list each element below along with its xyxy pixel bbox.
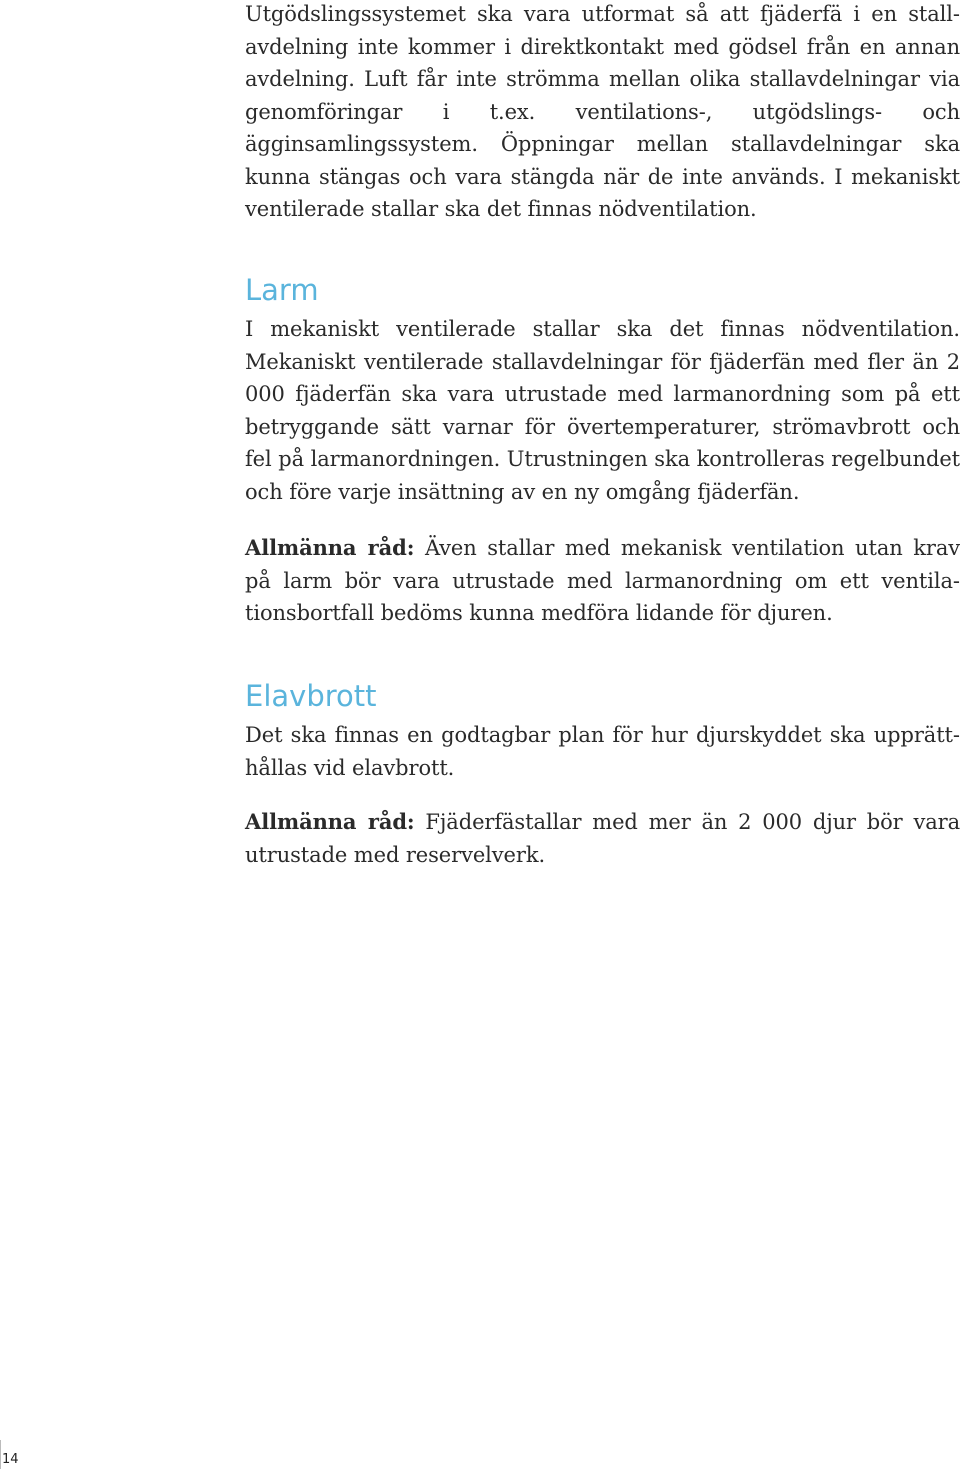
section-heading-larm: Larm — [245, 273, 319, 307]
advice-text: Fjäderfästallar med mer än 2 000 djur bör vara utrustade med reservelverk. — [245, 810, 960, 867]
elavbrott-advice-paragraph — [245, 806, 960, 871]
larm-advice-block — [245, 532, 960, 630]
larm-paragraph: I mekaniskt ventilerade stallar ska det finnas nödventilation. Mekaniskt ventilerade stallavdelningar för fjäderfän med fler än 2 000 fjäderfän ska vara utrustade med larmanordning som på ett betryggande sätt varnar för övertemperaturer, strömavbrott och fel på larmanordningen. Utrustningen ska kontrolleras regelbundet och före varje insättning av en ny omgång fjäderfän. — [245, 317, 960, 504]
intro-paragraph: Utgödslingssystemet ska vara utformat så att fjäderfä i en stallavdelning inte kommer i direktkontakt med gödsel från en annan avdelning. Luft får inte strömma mellan olika stallavdelningar via genomföringar i t.ex. ventilations-, utgödslings- och ägginsamlingssystem. Öppningar mellan stallavdelningar ska kunna stängas och vara stängda när de inte används. I mekaniskt ventilerade stallar ska det finnas nödventilation. — [245, 2, 960, 221]
advice-label: Allmänna råd: — [245, 535, 415, 560]
elavbrott-paragraph: Det ska finnas en godtagbar plan för hur djurskyddet ska upprätthållas vid elavbrott. — [245, 723, 960, 780]
larm-body-block — [245, 313, 960, 508]
larm-advice-paragraph — [245, 532, 960, 630]
elavbrott-body-block — [245, 719, 960, 784]
page-edge-rule — [0, 1440, 1, 1469]
elavbrott-advice-block — [245, 806, 960, 871]
advice-text: Även stallar med mekanisk ventilation utan krav på larm bör vara utrustade med larmanordning om ett ventilationsbortfall bedöms kunna medföra lidande för djuren. — [245, 536, 960, 625]
page-number: 14 — [2, 1452, 19, 1467]
section-heading-elavbrott: Elavbrott — [245, 679, 377, 713]
advice-label: Allmänna råd: — [245, 809, 415, 834]
